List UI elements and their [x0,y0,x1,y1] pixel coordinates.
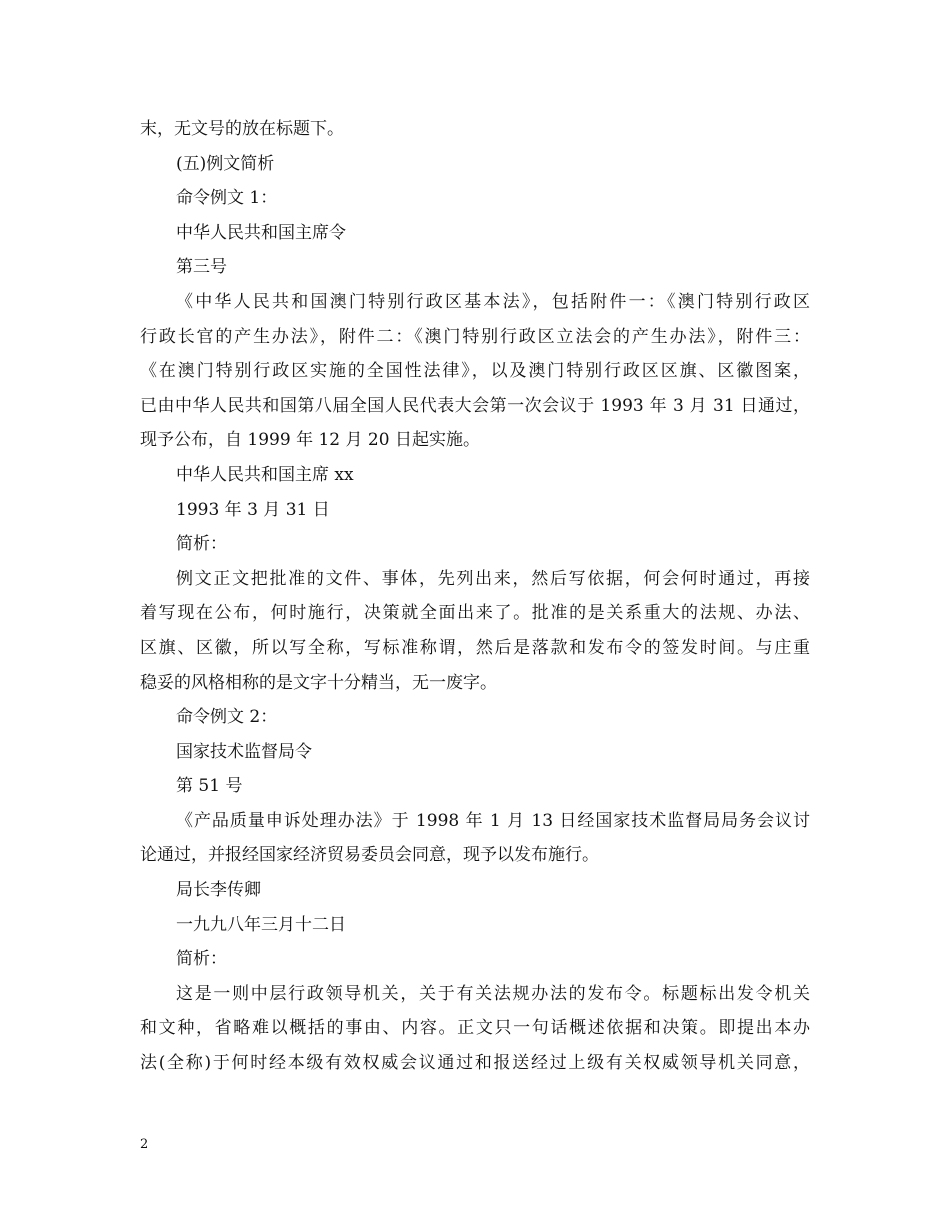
section-heading: (五)例文简析 [176,153,275,174]
paragraph-line: 《在澳门特别行政区实施的全国性法律》，以及澳门特别行政区区旗、区徽图案， [140,361,810,382]
paragraph-line: 《中华人民共和国澳门特别行政区基本法》，包括附件一：《澳门特别行政区 [176,291,810,312]
example-number: 第 51 号 [176,776,243,797]
text-line: 末，无文号的放在标题下。 [140,119,344,139]
page-number: 2 [140,1137,149,1152]
example-label: 命令例文 1： [176,188,278,209]
signature: 中华人民共和国主席 xx [176,464,354,485]
paragraph-line: 已由中华人民共和国第八届全国人民代表大会第一次会议于 1993 年 3 月 31 日通过， [140,395,810,416]
date: 1993 年 3 月 31 日 [176,499,330,520]
signature: 局长李传卿 [176,880,261,901]
paragraph-line: 和文种，省略难以概括的事由、内容。正文只一句话概述依据和决策。即提出本办 [140,1018,810,1039]
paragraph-line: 例文正文把批准的文件、事体，先列出来，然后写依据，何会何时通过，再接 [176,568,810,589]
paragraph-line: 区旗、区徽，所以写全称，写标准称谓，然后是落款和发布令的签发时间。与庄重 [140,637,810,658]
example-number: 第三号 [176,257,227,278]
paragraph-line: 行政长官的产生办法》，附件二：《澳门特别行政区立法会的产生办法》，附件三： [140,326,810,347]
analysis-label: 简析： [176,534,227,555]
paragraph-line: 着写现在公布，何时施行，决策就全面出来了。批准的是关系重大的法规、办法、 [140,603,810,624]
paragraph-line: 法(全称)于何时经本级有效权威会议通过和报送经过上级有关权威领导机关同意， [140,1053,810,1074]
date: 一九九八年三月十二日 [176,914,346,935]
paragraph-line: 这是一则中层行政领导机关，关于有关法规办法的发布令。标题标出发令机关 [176,983,810,1004]
paragraph-line: 现予公布，自 1999 年 12 月 20 日起实施。 [140,430,480,451]
example-title: 国家技术监督局令 [176,741,312,762]
paragraph-line: 稳妥的风格相称的是文字十分精当，无一废字。 [140,672,497,693]
example-title: 中华人民共和国主席令 [176,222,346,243]
document-body [140,112,810,1081]
paragraph-line: 《产品质量申诉处理办法》于 1998 年 1 月 13 日经国家技术监督局局务会议讨 [176,810,810,831]
paragraph-line: 论通过，并报经国家经济贸易委员会同意，现予以发布施行。 [140,845,599,866]
example-label: 命令例文 2： [176,707,278,728]
analysis-label: 简析： [176,949,227,970]
